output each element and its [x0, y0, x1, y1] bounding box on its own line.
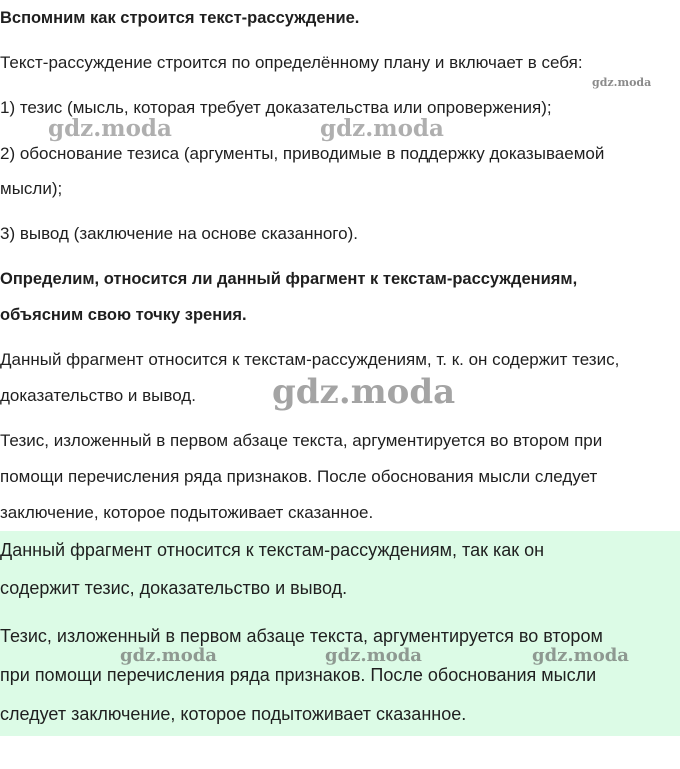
watermark: gdz.moda: [272, 372, 456, 412]
paragraph-analysis-continued: доказательство и вывод.: [0, 386, 196, 405]
paragraph-explanation: Тезис, изложенный в первом абзаце текста, аргументируется во втором при: [0, 431, 603, 450]
task-heading: Определим, относится ли данный фрагмент к текстам-рассуждениям,: [0, 270, 578, 288]
paragraph-intro: Текст-рассуждение строится по определённому плану и включает в себя:: [0, 53, 583, 72]
list-item-thesis: 1) тезис (мысль, которая требует доказательства или опровержения);: [0, 98, 552, 117]
answer-explanation-line3: следует заключение, которое подытоживает сказанное.: [0, 704, 467, 724]
list-item-conclusion: 3) вывод (заключение на основе сказанного).: [0, 224, 358, 243]
list-item-argument: 2) обоснование тезиса (аргументы, приводимые в поддержку доказываемой: [0, 144, 605, 163]
paragraph-explanation-line2: помощи перечисления ряда признаков. После обоснования мысли следует: [0, 467, 598, 486]
task-heading-continued: объясним свою точку зрения.: [0, 306, 247, 324]
paragraph-analysis: Данный фрагмент относится к текстам-рассуждениям, т. к. он содержит тезис,: [0, 350, 620, 369]
watermark: gdz.moda: [120, 645, 217, 666]
section-heading: Вспомним как строится текст-рассуждение.: [0, 9, 360, 27]
answer-paragraph-continued: содержит тезис, доказательство и вывод.: [0, 578, 348, 598]
answer-explanation-line2: при помощи перечисления ряда признаков. После обоснования мысли: [0, 665, 597, 685]
watermark: gdz.moda: [48, 115, 172, 142]
watermark: gdz.moda: [592, 76, 652, 89]
paragraph-explanation-line3: заключение, которое подытоживает сказанное.: [0, 503, 374, 522]
answer-paragraph: Данный фрагмент относится к текстам-рассуждениям, так как он: [0, 540, 545, 560]
answer-explanation: Тезис, изложенный в первом абзаце текста, аргументируется во втором: [0, 626, 603, 646]
watermark: gdz.moda: [532, 645, 629, 666]
watermark: gdz.moda: [320, 115, 444, 142]
list-item-argument-continued: мысли);: [0, 179, 63, 198]
watermark: gdz.moda: [325, 645, 422, 666]
